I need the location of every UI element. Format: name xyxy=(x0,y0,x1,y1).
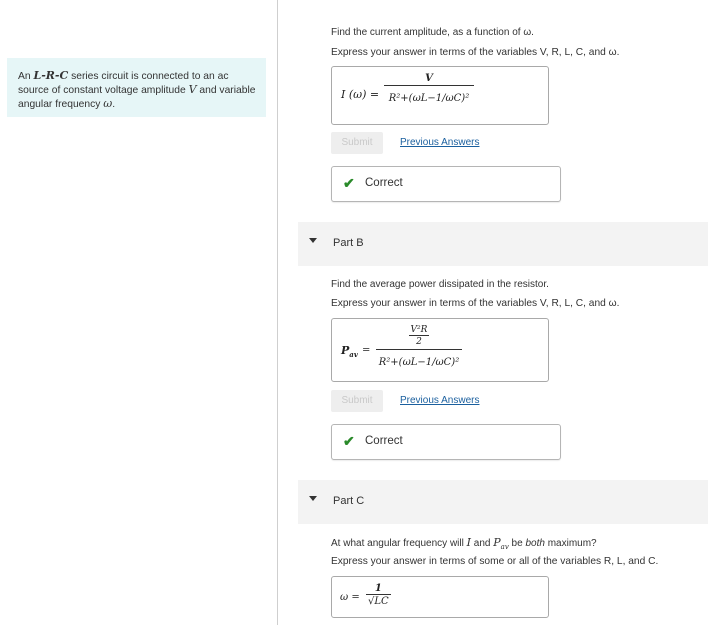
problem-intro xyxy=(7,58,266,117)
part-b-eq: = xyxy=(362,345,371,356)
intro-text-3: and variable angular frequency xyxy=(18,85,256,110)
part-b-header[interactable] xyxy=(298,222,708,266)
part-b-numerator-top: V²R xyxy=(410,325,428,335)
part-b-denominator: R²+(ωL−1/ωC)² xyxy=(378,357,460,368)
part-b-lhs xyxy=(341,344,358,359)
part-a-instruction: Express your answer in terms of the variables V, R, L, C, and ω. xyxy=(331,47,620,58)
part-a-previous-answers-link[interactable]: Previous Answers xyxy=(400,137,480,148)
part-b-correct-label: Correct xyxy=(365,435,403,447)
part-c-title: Part C xyxy=(333,495,365,507)
part-c-fraction xyxy=(366,583,391,607)
part-a-prompt: Find the current amplitude, as a function of ω. xyxy=(331,27,534,38)
part-b-feedback xyxy=(331,424,561,460)
part-a-answer-box[interactable] xyxy=(331,66,549,125)
part-c-prompt-3: be xyxy=(508,538,526,549)
intro-text-1: An xyxy=(18,71,34,82)
part-c-var-p-sub: av xyxy=(500,543,509,551)
part-c-header[interactable] xyxy=(298,480,708,524)
part-c-prompt-2: and xyxy=(470,538,494,549)
part-b-submit-button[interactable]: Submit xyxy=(331,390,383,412)
part-b-prompt: Find the average power dissipated in the resistor. xyxy=(331,279,549,290)
intro-var-w: ω xyxy=(103,97,113,110)
checkmark-icon: ✔ xyxy=(343,433,355,449)
part-a-numerator: V xyxy=(425,73,433,84)
part-b-previous-answers-link[interactable]: Previous Answers xyxy=(400,395,480,406)
part-b-instruction: Express your answer in terms of the variables V, R, L, C, and ω. xyxy=(331,298,620,309)
part-c-lhs: ω = xyxy=(340,592,360,603)
part-b-fraction xyxy=(376,325,462,370)
part-c-prompt xyxy=(331,536,597,551)
part-c-var-i: I xyxy=(466,536,471,549)
caret-down-icon xyxy=(309,238,317,243)
caret-down-icon xyxy=(309,496,317,501)
part-a-correct-label: Correct xyxy=(365,177,403,189)
intro-circuit: L-R-C xyxy=(33,69,69,82)
part-b-title: Part B xyxy=(333,237,364,249)
part-c-emph: both xyxy=(525,538,545,549)
part-a-feedback xyxy=(331,166,561,202)
panel-divider xyxy=(277,0,278,625)
part-b-answer-box[interactable] xyxy=(331,318,549,382)
part-b-numerator-frac xyxy=(409,325,430,347)
part-a-fraction xyxy=(384,73,474,106)
part-a-lhs: I (ω) = xyxy=(341,88,380,101)
part-b-numerator-bottom: 2 xyxy=(409,335,430,347)
part-a-denominator: R²+(ωL−1/ωC)² xyxy=(388,93,470,104)
part-c-instruction: Express your answer in terms of some or all of the variables R, L, and C. xyxy=(331,556,659,567)
part-b-lhs-sub: av xyxy=(349,350,358,360)
intro-var-v: V xyxy=(188,83,197,96)
part-c-prompt-4: maximum? xyxy=(544,538,597,549)
part-c-denominator: √LC xyxy=(368,596,389,607)
checkmark-icon: ✔ xyxy=(343,175,355,191)
intro-text-4: . xyxy=(112,99,116,110)
intro-text-2: series circuit is connected to an ac source of constant voltage amplitude xyxy=(18,71,229,96)
part-c-answer-box[interactable] xyxy=(331,576,549,618)
part-c-prompt-1: At what angular frequency will xyxy=(331,538,467,549)
part-a-submit-button[interactable]: Submit xyxy=(331,132,383,154)
part-c-numerator: 1 xyxy=(374,583,382,594)
part-b-lhs-p: P xyxy=(341,344,350,357)
part-c-var-p: P xyxy=(493,536,501,549)
